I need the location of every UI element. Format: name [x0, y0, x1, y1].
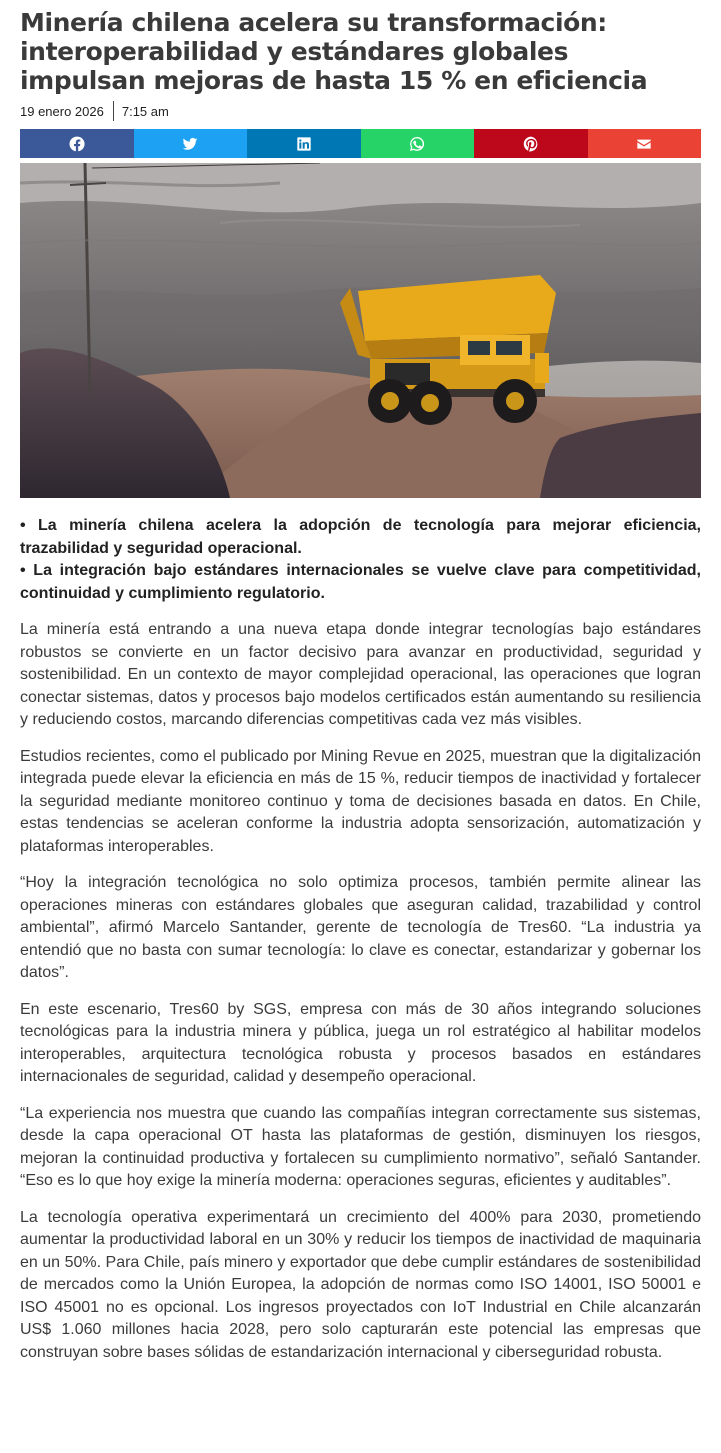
- envelope-icon: [636, 136, 652, 152]
- article-meta: [20, 101, 701, 121]
- key-point: • La minería chilena acelera la adopción de tecnología para mejorar eficiencia, trazabilidad y seguridad operacional.: [20, 517, 701, 557]
- body-paragraph: “Hoy la integración tecnológica no solo optimiza procesos, también permite alinear las operaciones mineras con estándares globales que aseguran calidad, trazabilidad y control ambiental”, afirmó Marcelo Santander, gerente de tecnología de Tres60. “La industria ya entendió que no basta con sumar tecnología: lo clave es conectar, estandarizar y gobernar los datos”.: [20, 874, 701, 981]
- mining-truck-illustration: [20, 163, 701, 498]
- share-bar: [20, 129, 701, 158]
- body-paragraph: La minería está entrando a una nueva etapa donde integrar tecnologías bajo estándares robustos se convierte en un factor decisivo para avanzar en productividad, seguridad y sostenibilidad. En un contexto de mayor complejidad operacional, las operaciones que logran conectar sistemas, datos y procesos bajo modelos certificados están aumentando su resiliencia y reduciendo costos, marcando diferencias competitivas cada vez más visibles.: [20, 621, 701, 728]
- article: [20, 0, 701, 1364]
- share-email-button[interactable]: [588, 129, 702, 158]
- key-points: [20, 515, 701, 605]
- body-paragraph: Estudios recientes, como el publicado por Mining Revue en 2025, muestran que la digitalización integrada puede elevar la eficiencia en más de 15 %, reducir tiempos de inactividad y fortalecer la seguridad mediante monitoreo continuo y toma de decisiones basada en datos. En Chile, estas tendencias se aceleran conforme la industria adopta sensorización, automatización y plataformas interoperables.: [20, 747, 701, 855]
- twitter-icon: [182, 136, 198, 152]
- article-body: [20, 619, 701, 1364]
- linkedin-icon: [296, 136, 312, 152]
- facebook-icon: [69, 136, 85, 152]
- pinterest-icon: [523, 136, 539, 152]
- body-paragraph: “La experiencia nos muestra que cuando las compañías integran correctamente sus sistemas, desde la capa operacional OT hasta las plataformas de gestión, disminuyen los riesgos, mejoran la continuidad productiva y fortalecen su cumplimiento normativo”, señaló Santander. “Eso es lo que hoy exige la minería moderna: operaciones seguras, eficientes y auditables”.: [20, 1104, 701, 1189]
- share-whatsapp-button[interactable]: [361, 129, 475, 158]
- hero-image: [20, 163, 701, 498]
- dump-truck: [340, 275, 556, 425]
- share-linkedin-button[interactable]: [247, 129, 361, 158]
- share-pinterest-button[interactable]: [474, 129, 588, 158]
- share-facebook-button[interactable]: [20, 129, 134, 158]
- share-twitter-button[interactable]: [134, 129, 248, 158]
- body-paragraph: La tecnología operativa experimentará un crecimiento del 400% para 2030, prometiendo aumentar la productividad laboral en un 30% y reducir los tiempos de inactividad de maquinaria en un 50%. Para Chile, país minero y exportador que debe cumplir estándares de sostenibilidad de mercados como la Unión Europea, la adopción de normas como ISO 14001, ISO 50001 e ISO 45001 no es opcional. Los ingresos proyectados con IoT Industrial en Chile alcanzarán US$ 1.060 millones hacia 2028, pero solo capturarán este potencial las empresas que construyan sobre bases sólidas de estandarización internacional y ciberseguridad robusta.: [20, 1208, 701, 1361]
- article-title: Minería chilena acelera su transformación: interoperabilidad y estándares globales impulsan mejoras de hasta 15 % en eficiencia: [20, 8, 648, 95]
- whatsapp-icon: [409, 136, 425, 152]
- publish-date: 19 enero 2026: [20, 103, 104, 119]
- meta-divider: [113, 101, 114, 121]
- body-paragraph: En este escenario, Tres60 by SGS, empresa con más de 30 años integrando soluciones tecnológicas para la industria minera y pública, juega un rol estratégico al habilitar modelos interoperables, arquitectura tecnológica robusta y procesos basados en estándares internacionales de seguridad, calidad y desempeño operacional.: [20, 1000, 701, 1085]
- publish-time: 7:15 am: [121, 103, 169, 119]
- key-point: • La integración bajo estándares internacionales se vuelve clave para competitividad, continuidad y cumplimiento regulatorio.: [20, 562, 701, 602]
